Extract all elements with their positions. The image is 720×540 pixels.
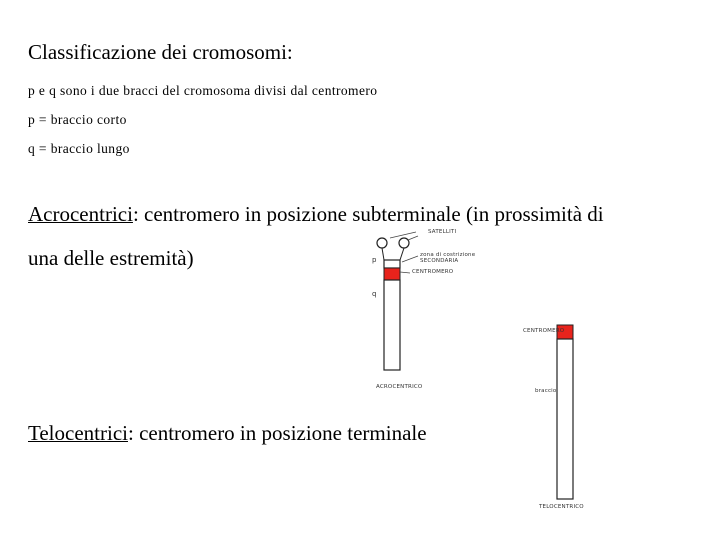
caption-acrocentrico: ACROCENTRICO: [376, 384, 423, 390]
satellite-right-shape: [399, 238, 409, 248]
pointer-centromero: [400, 272, 410, 273]
satellite-left-shape: [377, 238, 387, 248]
caption-telocentrico: TELOCENTRICO: [539, 504, 584, 510]
telocentric-definition: [28, 421, 427, 446]
label-q: q: [372, 290, 377, 298]
telocentric-term: Telocentrici: [28, 421, 128, 445]
telocentric-arm-shape: [557, 339, 573, 499]
label-centromero-telo: CENTROMERO: [523, 328, 565, 334]
long-arm-shape: [384, 280, 400, 370]
pointer-zona: [402, 256, 418, 262]
telocentric-text: : centromero in posizione terminale: [127, 421, 427, 445]
label-secondaria: SECONDARIA: [420, 258, 459, 264]
intro-line-p: p = braccio corto: [28, 112, 127, 127]
acrocentric-definition-line1: [28, 202, 604, 227]
satellite-stalk-right: [400, 248, 404, 260]
pointer-satellite-1: [390, 232, 416, 238]
centromere-shape: [384, 268, 400, 280]
label-satelliti: SATELLITI: [428, 229, 457, 235]
intro-line-pq: p e q sono i due bracci del cromosoma divisi dal centromero: [28, 83, 378, 98]
satellite-stalk-left: [382, 248, 384, 260]
label-zona: zona di costrizione: [420, 252, 476, 258]
acrocentric-chromosome-drawing: [360, 228, 480, 400]
acrocentric-text-1: : centromero in posizione subterminale (in prossimità di: [132, 202, 604, 226]
intro-line-q: q = braccio lungo: [28, 141, 130, 156]
label-centromero-acro: CENTROMERO: [412, 269, 454, 275]
acrocentric-definition-line2: una delle estremità): [28, 246, 194, 270]
short-arm-shape: [384, 260, 400, 268]
label-braccio: braccio: [535, 388, 557, 394]
page-title: Classificazione dei cromosomi:: [28, 40, 293, 64]
acrocentric-term: Acrocentrici: [28, 202, 133, 226]
label-p: p: [372, 256, 377, 264]
telocentric-chromosome-drawing: [515, 318, 605, 518]
pointer-satellite-2: [408, 236, 418, 240]
telocentric-chromosome-svg: [515, 318, 605, 518]
